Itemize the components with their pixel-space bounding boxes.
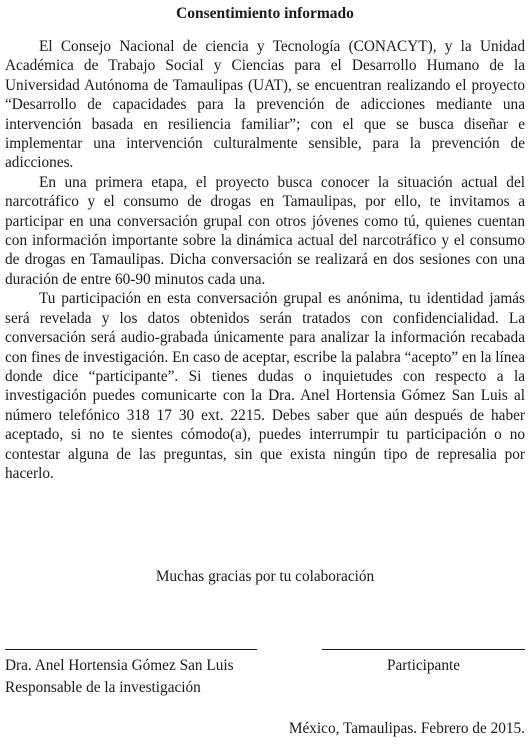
researcher-signature-line [5,649,257,650]
paragraph-confidentiality: Tu participación en esta conversación grupal es anónima, tu identidad jamás será revelada y los datos obtenidos serán tratados con confidencialidad. La conversación será audio-grabada únicamente para analizar la información recabada con fines de investigación. En caso de aceptar, escribe la palabra “acepto” en la línea donde dice “participante”. Si tienes dudas o inquietudes con respecto a la investigación puedes comunicarte con la Dra. Anel Hortensia Gómez San Luis al número telefónico 318 17 30 ext. 2215. Debes saber que aún después de haber aceptado, si no te sientes cómodo(a), puedes interrumpir tu participación o no contestar alguna de las preguntas, sin que exista ningún tipo de represalia por hacerlo. [5,290,525,482]
document-date: México, Tamaulipas. Febrero de 2015. [288,720,525,737]
researcher-name: Dra. Anel Hortensia Gómez San Luis [5,657,234,674]
document-title: Consentimiento informado [176,5,354,22]
paragraph-introduction: El Consejo Nacional de ciencia y Tecnología (CONACYT), y la Unidad Académica de Trabajo Social y Ciencias para el Desarrollo Humano de la Universidad Autónoma de Tamaulipas (UAT), se encuentran realizando el proyecto “Desarrollo de capacidades para la prevención de adicciones mediante una intervención basada en resiliencia familiar”; con el que se busca diseñar e implementar una intervención culturalmente sensible, para la prevención de adicciones. [5,38,525,172]
thanks-note: Muchas gracias por tu colaboración [155,568,375,585]
participant-signature-line [322,649,525,650]
participant-label: Participante [386,657,461,674]
paragraph-first-stage: En una primera etapa, el proyecto busca conocer la situación actual del narcotráfico y el consumo de drogas en Tamaulipas, por ello, te invitamos a participar en una conversación grupal con otros jóvenes como tú, quienes cuentan con información importante sobre la dinámica actual del narcotráfico y el consumo de drogas en Tamaulipas. Dicha conversación se realizará en dos sesiones con una duración de entre 60-90 minutos cada una. [5,173,525,288]
document-body [5,37,525,483]
researcher-role: Responsable de la investigación [5,679,201,696]
